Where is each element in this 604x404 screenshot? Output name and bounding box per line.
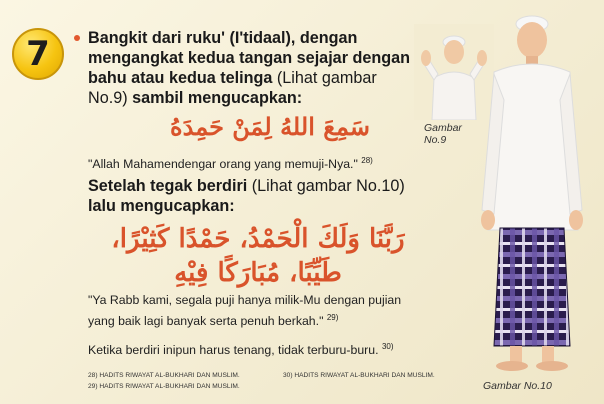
intro-ref-1: (Lihat gambar No.9) bbox=[88, 69, 377, 107]
second-ref: (Lihat gambar No.10) bbox=[251, 177, 405, 195]
step-number-badge bbox=[12, 28, 64, 80]
translation-1-ref: 28) bbox=[361, 156, 373, 165]
translation-1 bbox=[88, 156, 373, 171]
footnotes bbox=[88, 370, 478, 392]
arabic-text-1: سَمِعَ اللهُ لِمَنْ حَمِدَهُ bbox=[170, 112, 370, 141]
step-number: 7 bbox=[26, 34, 50, 74]
footnote-29: 29) HADITS RIWAYAT AL-BUKHARI DAN MUSLIM. bbox=[88, 383, 240, 390]
translation-2-ref: 29) bbox=[326, 313, 339, 322]
bullet-icon bbox=[74, 35, 80, 41]
translation-2-text: "Ya Rabb kami, segala puji hanya milik-Mu dengan pujian yang baik lagi banyak serta penuh berkah." bbox=[88, 293, 402, 329]
note bbox=[88, 342, 394, 357]
translation-1-text: "Allah Mahamendengar orang yang memuji-Nya." bbox=[88, 157, 358, 172]
second-bold-2: lalu mengucapkan: bbox=[88, 197, 235, 215]
second-bold-1: Setelah tegak berdiri bbox=[88, 177, 248, 195]
footnote-30: 30) HADITS RIWAYAT AL-BUKHARI DAN MUSLIM. bbox=[283, 372, 435, 379]
translation-2 bbox=[88, 292, 428, 330]
intro-bold-2: sambil mengucapkan: bbox=[132, 89, 303, 107]
caption-gambar-10: Gambar No.10 bbox=[483, 380, 552, 392]
arabic-text-2: رَبَّنَا وَلَكَ الْحَمْدُ، حَمْدًا كَثِيْرًا، طَيِّبًا، مُبَارَكًا فِيْهِ bbox=[111, 224, 405, 288]
standing-figure-image bbox=[466, 10, 594, 382]
caption-gambar-9: Gambar No.9 bbox=[424, 122, 462, 146]
intro-bold-1: Bangkit dari ruku' (I'tidaal), dengan mengangkat kedua tangan sejajar dengan bahu atau kedua telinga bbox=[88, 29, 411, 87]
note-text: Ketika berdiri inipun harus tenang, tidak terburu-buru. bbox=[88, 343, 379, 358]
second-paragraph bbox=[88, 176, 418, 216]
note-ref: 30) bbox=[381, 342, 394, 351]
footnote-28: 28) HADITS RIWAYAT AL-BUKHARI DAN MUSLIM. bbox=[88, 372, 240, 379]
intro-paragraph bbox=[88, 28, 418, 108]
